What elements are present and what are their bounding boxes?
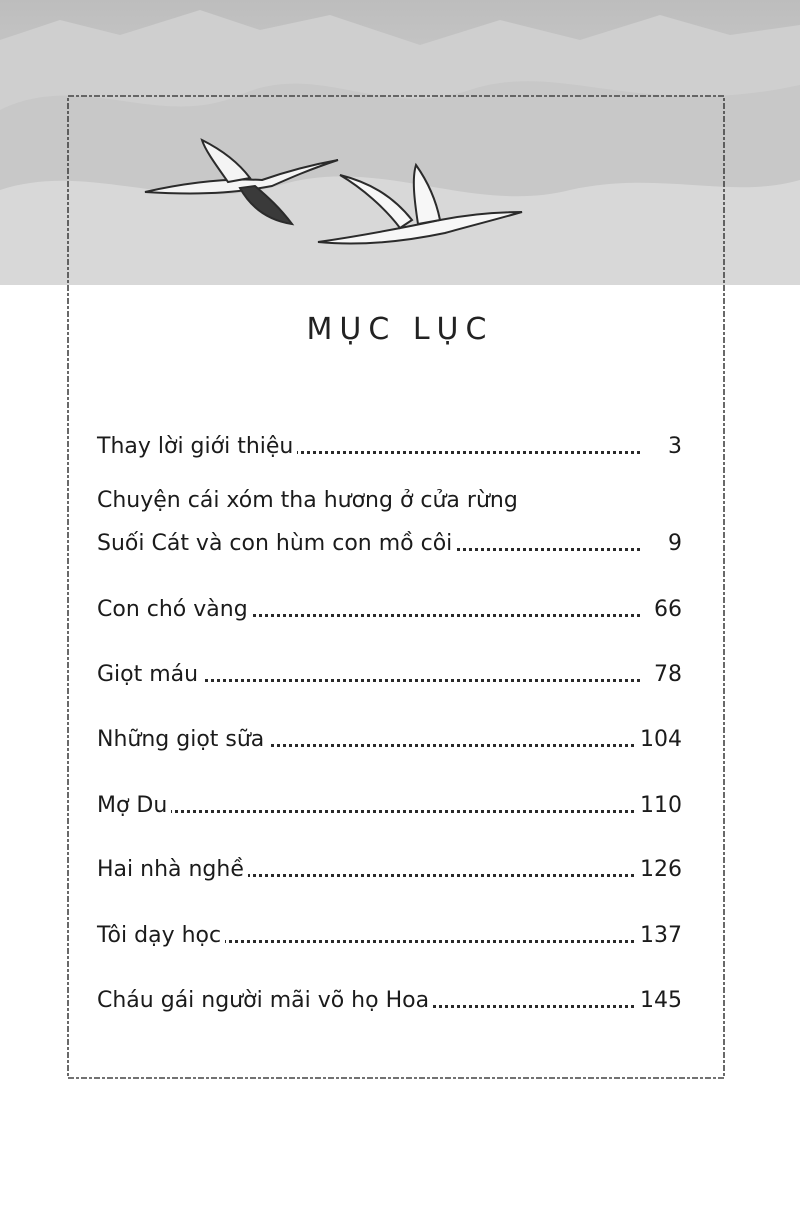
toc-entry-page: 78 [648,662,682,687]
toc-entry-title: Những giọt sữa [97,727,268,752]
toc-entry-page: 145 [634,988,682,1013]
toc-entry-title: Cháu gái người mãi võ họ Hoa [97,988,433,1013]
toc-entry-title: Mợ Du [97,793,171,818]
toc-entry-page: 104 [634,727,682,752]
toc-entry-page: 110 [634,793,682,818]
toc-entry-title: Tôi dạy học [97,923,225,948]
toc-entry-title: Con chó vàng [97,597,252,622]
toc-entry-page: 66 [648,597,682,622]
page-title: MỤC LỤC [306,312,494,347]
toc-entry[interactable] [97,979,682,1019]
toc-entry[interactable] [97,848,682,888]
toc-entry[interactable] [97,914,682,954]
toc-entry-title: Suối Cát và con hùm con mồ côi [97,531,456,556]
toc-entry[interactable] [97,653,682,693]
toc-entry-page: 137 [634,923,682,948]
toc-entry-page: 9 [662,531,682,556]
toc-entry-title: Hai nhà nghề [97,857,248,882]
dot-leader [97,810,640,813]
toc-entry-title-line1: Chuyện cái xóm tha hương ở cửa rừng [97,488,518,513]
toc-entry-title: Thay lời giới thiệu [97,434,297,459]
toc-entry-title: Giọt máu [97,662,202,687]
toc-entry[interactable] [97,488,682,562]
toc-entry-page: 3 [662,434,682,459]
toc-entry[interactable] [97,784,682,824]
toc-entry[interactable] [97,718,682,758]
toc-entry[interactable] [97,588,682,628]
toc-entry[interactable] [97,425,682,465]
toc-entry-page: 126 [634,857,682,882]
